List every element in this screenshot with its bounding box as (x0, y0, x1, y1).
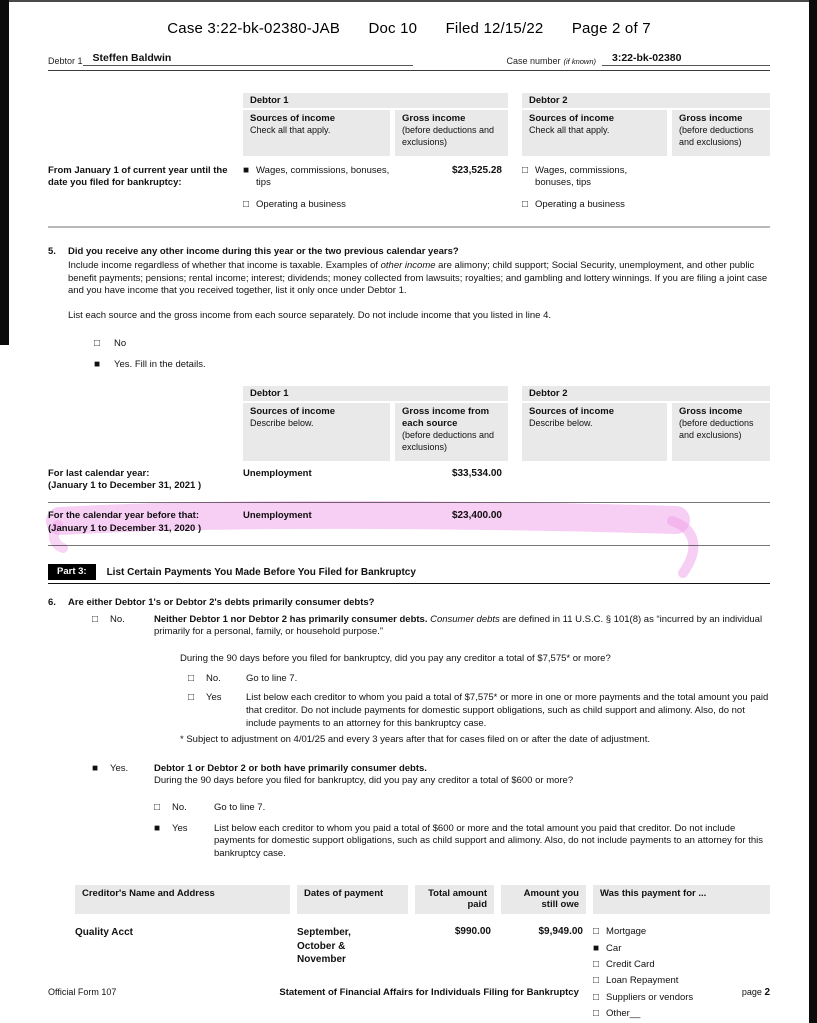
question-6-number: 6. (48, 597, 56, 609)
unchecked-checkbox-icon: □ (94, 338, 101, 350)
case-number-label: Case number (506, 56, 561, 66)
unchecked-checkbox-icon: □ (593, 958, 600, 970)
footer-form-name: Official Form 107 (48, 987, 117, 997)
unchecked-checkbox-icon: □ (593, 991, 600, 1003)
col-dates-header: Dates of payment (297, 885, 408, 915)
debtor2-column-header: Debtor 2 (522, 386, 770, 401)
stamp-page-count: Page 2 of 7 (571, 20, 651, 37)
unchecked-checkbox-icon: □ (92, 613, 99, 625)
debtor1-column-header: Debtor 1 (243, 386, 508, 401)
unchecked-checkbox-icon: □ (593, 1008, 600, 1019)
unchecked-checkbox-icon: □ (154, 802, 161, 814)
question-6-title: Are either Debtor 1's or Debtor 2's debts primarily consumer debts? (68, 597, 375, 609)
question-5-instruction: List each source and the gross income from each source separately. Do not include income that you listed in line 4. (68, 309, 552, 321)
d1-gross-header: Gross income from each source (before deductions and exclusions) (395, 403, 508, 461)
checked-checkbox-icon: ■ (593, 942, 600, 954)
debtor2-column-header: Debtor 2 (522, 93, 770, 108)
case-number-note: (if known) (563, 57, 596, 66)
total-amount-paid: $990.00 (454, 926, 491, 938)
purpose-other: □ Other__ (593, 1008, 641, 1019)
d1-business-option: □ Operating a business (243, 199, 346, 211)
scan-artifact-right-edge (809, 0, 817, 1023)
q6-adjustment-footnote: * Subject to adjustment on 4/01/25 and every 3 years after that for cases filed on or after the date of adjustment. (180, 734, 650, 746)
q5-yes-option: ■ Yes. Fill in the details. (94, 359, 206, 371)
q5-no-option: □ No (94, 338, 127, 350)
payment-dates: September, October & November (297, 927, 351, 966)
part-3-badge: Part 3: (48, 564, 96, 580)
d2-sources-header: Sources of income Check all that apply. (522, 110, 667, 156)
q6-yes-text: Debtor 1 or Debtor 2 or both have primarily consumer debts. During the 90 days before you filed for bankruptcy, did you pay any creditor a total of $600 or more? (154, 762, 574, 787)
part-3-title: List Certain Payments You Made Before You Filed for Bankruptcy (106, 566, 416, 578)
q6-no-text: Neither Debtor 1 nor Debtor 2 has primarily consumer debts. Consumer debts are defined in 11 U.S.C. § 101(8) as “incurred by an individual primarily for a personal, family, or household purpose.” (154, 613, 763, 638)
court-filing-stamp (48, 20, 770, 37)
payment-purpose-options (593, 914, 770, 1023)
d1-gross-amount: $23,525.28 (451, 164, 502, 176)
scan-artifact-left-edge (0, 0, 9, 345)
amount-still-owed: $9,949.00 (538, 926, 583, 938)
unchecked-checkbox-icon: □ (522, 164, 529, 176)
unchecked-checkbox-icon: □ (593, 975, 600, 987)
purpose-loan-repayment: □ Loan Repayment (593, 975, 679, 987)
row-2020-amount: $23,400.00 (451, 510, 502, 522)
unchecked-checkbox-icon: □ (243, 199, 250, 211)
purpose-car: ■ Car (593, 942, 622, 954)
q6-7575-yes: □ Yes List below each creditor to whom you paid a total of $7,575* or more in one or more payments and the total amount you paid that creditor. Do not include payments for domestic support obligations, such as child support and alimony. Also, do not include payments to an attorney for this bankruptcy case. (188, 692, 769, 729)
row-2021-amount: $33,534.00 (451, 467, 502, 479)
stamp-case-number: Case 3:22-bk-02380-JAB (167, 20, 341, 37)
purpose-suppliers: □ Suppliers or vendors (593, 991, 694, 1003)
row-2020-source: Unemployment (243, 510, 312, 522)
col-creditor-header: Creditor's Name and Address (75, 885, 290, 915)
debtor1-name-field: Steffen Baldwin (83, 52, 413, 66)
d1-income-options (243, 156, 390, 223)
creditor-name: Quality Acct (75, 927, 133, 939)
footer-document-title: Statement of Financial Affairs for Individuals Filing for Bankruptcy (279, 987, 579, 998)
unchecked-checkbox-icon: □ (522, 199, 529, 211)
d2-sources-header: Sources of income Describe below. (522, 403, 667, 461)
d1-sources-header: Sources of income Describe below. (243, 403, 390, 461)
unchecked-checkbox-icon: □ (593, 926, 600, 938)
stamp-doc-number: Doc 10 (368, 20, 418, 37)
page-footer (48, 987, 770, 998)
d1-sources-header: Sources of income Check all that apply. (243, 110, 390, 156)
question-5-intro: Include income regardless of whether that income is taxable. Examples of other income are alimony; child support; Social Security, unemployment, and other public benefit payments; pensions; rental income; interest; dividends; money collected from lawsuits; royalties; and gambling and lottery winnings. If you are filing a joint case and you have income that you received together, list it only once under Debtor 1. (68, 259, 768, 297)
q6-7575-no: □ No. Go to line 7. (188, 672, 298, 684)
d2-wages-option: □ Wages, commissions, bonuses, tips (522, 164, 628, 188)
q6-600-no: □ No. Go to line 7. (154, 802, 266, 814)
q6-yes-option: ■ Yes. Debtor 1 or Debtor 2 or both have primarily consumer debts. During the 90 days before you filed for bankruptcy, did you pay any creditor a total of $600 or more? (68, 763, 770, 788)
question-6 (48, 597, 770, 860)
income-row-2021 (48, 461, 770, 504)
row-2020-label: For the calendar year before that: (January 1 to December 31, 2020 ) (48, 510, 202, 534)
checked-checkbox-icon: ■ (243, 164, 250, 176)
d2-gross-header: Gross income (before deductions and exclusions) (672, 110, 770, 156)
purpose-mortgage: □ Mortgage (593, 926, 647, 938)
debtor-header-row (48, 52, 770, 66)
creditor-payments-table (75, 885, 770, 1023)
debtor1-label: Debtor 1 (48, 56, 83, 66)
current-year-row-label: From January 1 of current year until the date you filed for bankruptcy: (48, 164, 228, 189)
stamp-filed-date: Filed 12/15/22 (445, 20, 544, 37)
checked-checkbox-icon: ■ (92, 762, 99, 774)
purpose-credit-card: □ Credit Card (593, 958, 655, 970)
q6-600-block (154, 802, 770, 861)
q6-7575-question: During the 90 days before you filed for bankruptcy, did you pay any creditor a total of $7,575* or more? (180, 653, 611, 665)
case-number-group (506, 52, 770, 66)
checked-checkbox-icon: ■ (154, 822, 161, 834)
unchecked-checkbox-icon: □ (188, 692, 195, 704)
d1-gross-header: Gross income (before deductions and exclusions) (395, 110, 508, 156)
part-3-section-bar (48, 564, 770, 584)
q6-600-yes: ■ Yes List below each creditor to whom you paid a total of $600 or more and the total amount you paid that creditor. Do not include payments for domestic support obligations, such as child support and alimony. Also, do not include payments to an attorney for this bankruptcy case. (154, 822, 764, 859)
case-number-field: 3:22-bk-02380 (602, 52, 770, 66)
question-5 (48, 246, 770, 371)
debtor1-column-header: Debtor 1 (243, 93, 508, 108)
d2-gross-header: Gross income (before deductions and exclusions) (672, 403, 770, 461)
header-divider (48, 70, 770, 71)
unchecked-checkbox-icon: □ (188, 672, 195, 684)
col-payment-for-header: Was this payment for ... (593, 885, 770, 915)
q6-no-option: □ No. Neither Debtor 1 nor Debtor 2 has primarily consumer debts. Consumer debts are defined in 11 U.S.C. § 101(8) as “incurred by an individual primarily for a personal, family, or household purpose.” (68, 614, 770, 639)
question-5-number: 5. (48, 246, 56, 258)
income-table-current-year (48, 93, 770, 228)
d2-income-options (522, 156, 667, 223)
footer-page-number: page 2 (741, 987, 770, 998)
row-2021-source: Unemployment (243, 467, 312, 479)
row-2021-label: For last calendar year: (January 1 to December 31, 2021 ) (48, 467, 202, 492)
checked-checkbox-icon: ■ (94, 359, 101, 371)
col-still-owe-header: Amount you still owe (501, 885, 586, 915)
income-table-prior-years-header (48, 386, 770, 461)
d2-business-option: □ Operating a business (522, 199, 625, 211)
q6-7575-block (180, 653, 770, 747)
question-5-title: Did you receive any other income during this year or the two previous calendar years? (68, 246, 459, 258)
col-total-paid-header: Total amount paid (415, 885, 494, 915)
d1-wages-option: ■ Wages, commissions, bonuses, tips (243, 164, 390, 188)
income-row-2020-highlighted (48, 503, 770, 546)
